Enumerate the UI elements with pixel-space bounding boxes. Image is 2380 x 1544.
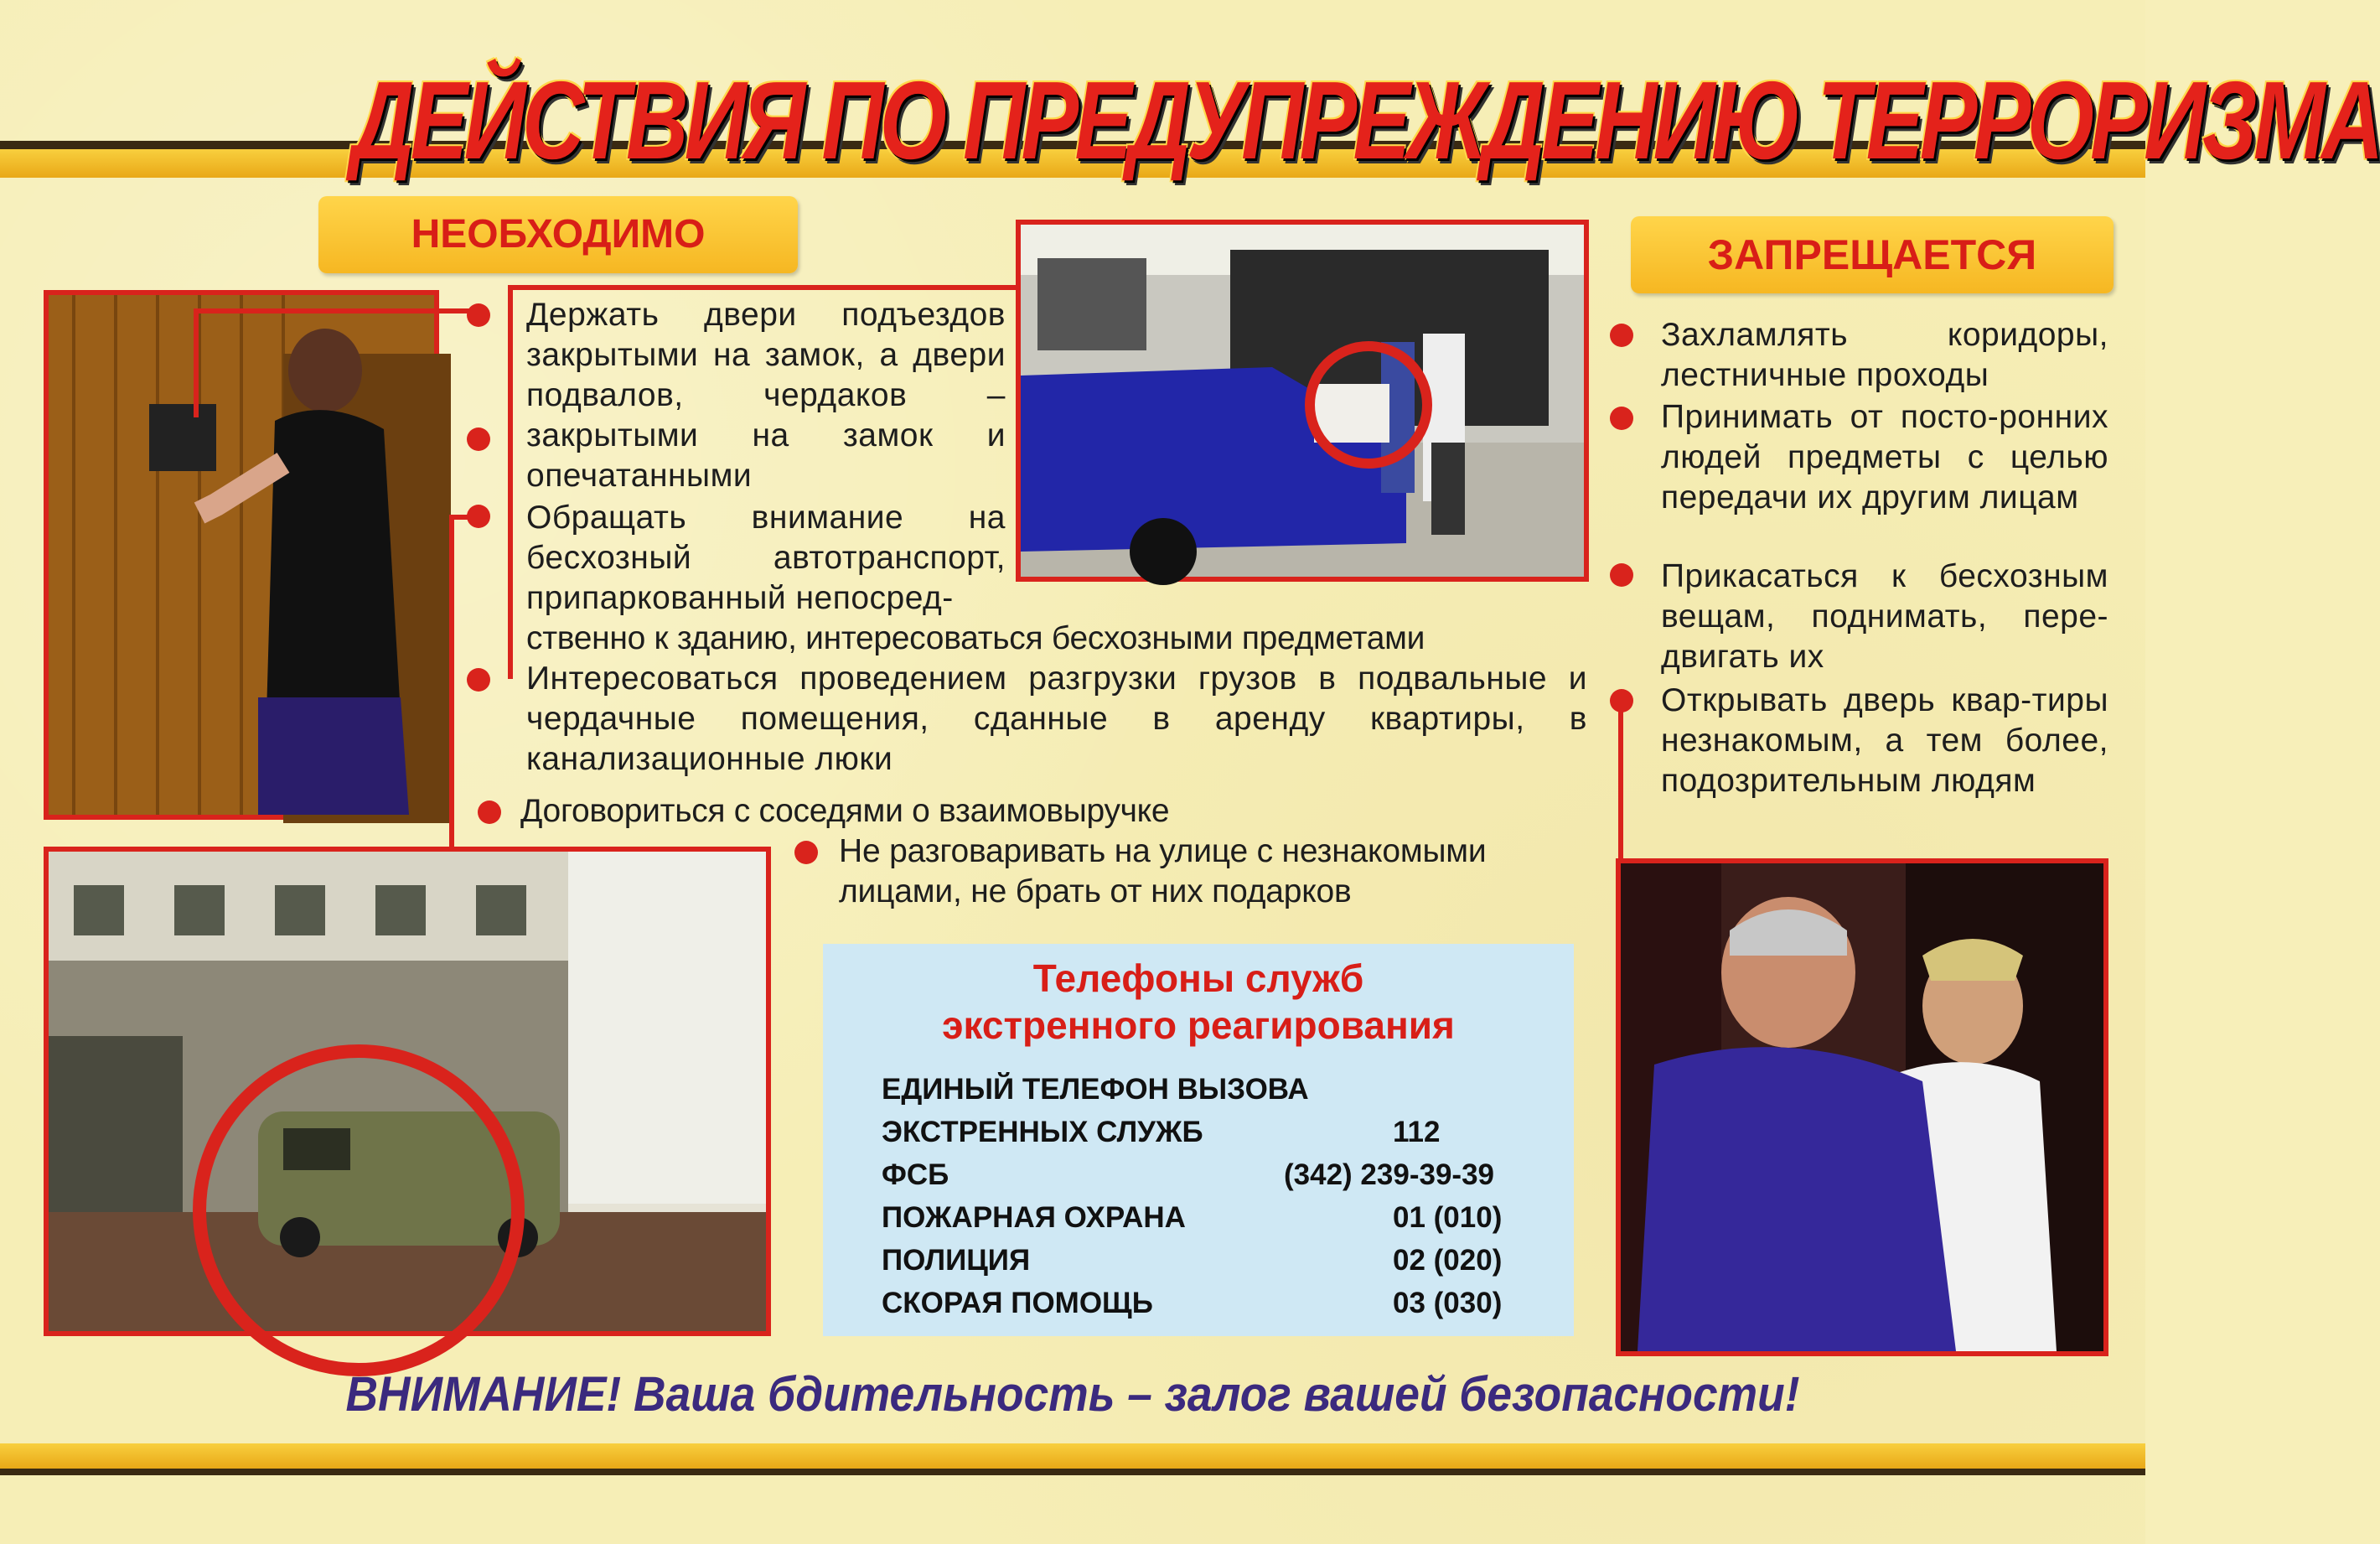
phone-label: ЭКСТРЕННЫХ СЛУЖБ <box>882 1116 1203 1148</box>
footer-warning: ВНИМАНИЕ! Ваша бдительность – залог вашей безопасности! <box>345 1367 1800 1422</box>
phone-value: 112 <box>1393 1116 1441 1148</box>
necessary-item: Обращать внимание на бесхозный автотранспорт, припаркованный непосред- <box>526 500 1006 616</box>
phone-label: ПОЛИЦИЯ <box>882 1244 1031 1277</box>
forbidden-item: Открывать дверь квар-тиры незнакомым, а тем более, подозрительным людям <box>1661 682 2108 799</box>
connector-line <box>1618 701 1623 860</box>
phone-value: 02 (020) <box>1393 1244 1503 1277</box>
bullet-dot <box>1610 563 1633 587</box>
phone-row <box>882 1073 1535 1106</box>
necessary-heading: НЕОБХОДИМО <box>318 196 798 273</box>
necessary-item: ственно к зданию, интересоваться бесхозными предметами <box>526 620 1425 656</box>
photo-parked-car <box>1016 220 1589 582</box>
bullet-dot <box>1610 407 1633 430</box>
connector-line <box>194 308 479 313</box>
bullet-dot <box>467 303 490 327</box>
phone-label: ЕДИНЫЙ ТЕЛЕФОН ВЫЗОВА <box>882 1073 1309 1106</box>
bullet-dot <box>467 505 490 528</box>
phone-row <box>882 1287 1535 1320</box>
forbidden-heading: ЗАПРЕЩАЕТСЯ <box>1631 216 2114 293</box>
bottom-stripe-dark <box>0 1469 2145 1475</box>
phone-label: СКОРАЯ ПОМОЩЬ <box>882 1287 1153 1319</box>
phone-label: ПОЖАРНАЯ ОХРАНА <box>882 1201 1186 1234</box>
phone-value: 03 (030) <box>1393 1287 1503 1319</box>
phone-value: (342) 239-39-39 <box>1284 1158 1494 1191</box>
bullet-dot <box>478 800 501 824</box>
phones-title-line2: экстренного реагирования <box>942 1003 1455 1047</box>
necessary-item: Интересоваться проведением разгрузки грузов в подвальные и чердачные помещения, сданные в аренду квартиры, в канализационные люки <box>526 661 1587 777</box>
connector-line <box>508 285 1019 290</box>
photo-door-intercom <box>44 290 439 820</box>
necessary-item: Держать двери подъездов закрытыми на замок, а двери подвалов, чердаков – закрытыми на замок и опечатанными <box>526 297 1006 494</box>
forbidden-item: Прикасаться к бесхозным вещам, поднимать, пере-двигать их <box>1661 558 2108 675</box>
phone-row <box>882 1116 1535 1149</box>
phones-title-line1: Телефоны служб <box>1032 956 1364 1000</box>
bullet-dot <box>1610 689 1633 712</box>
bullet-dot <box>794 841 818 864</box>
bullet-dot <box>1610 324 1633 347</box>
necessary-item: Договориться с соседями о взаимовыручке <box>520 793 1170 829</box>
photo-door-strangers <box>1616 858 2108 1356</box>
emergency-phones-panel <box>823 944 1574 1336</box>
forbidden-item: Принимать от посто-ронних людей предметы с целью передачи их другим лицам <box>1661 399 2108 516</box>
bullet-dot <box>467 427 490 451</box>
bottom-stripe-gold <box>0 1443 2145 1469</box>
phone-label: ФСБ <box>882 1158 949 1191</box>
connector-line <box>449 515 454 850</box>
necessary-item: Не разговаривать на улице с незнакомыми лицами, не брать от них подарков <box>839 833 1487 909</box>
bullet-dot <box>467 668 490 692</box>
poster-title: ДЕЙСТВИЯ ПО ПРЕДУПРЕЖДЕНИЮ ТЕРРОРИЗМА <box>352 59 2380 182</box>
phone-value: 01 (010) <box>1393 1201 1503 1234</box>
phone-row <box>882 1244 1535 1277</box>
phone-row <box>882 1201 1535 1235</box>
connector-line <box>508 285 513 679</box>
phone-row <box>882 1158 1535 1192</box>
forbidden-item: Захламлять коридоры, лестничные проходы <box>1661 317 2108 393</box>
connector-line <box>194 308 199 417</box>
photo-unattended-van <box>44 847 771 1336</box>
